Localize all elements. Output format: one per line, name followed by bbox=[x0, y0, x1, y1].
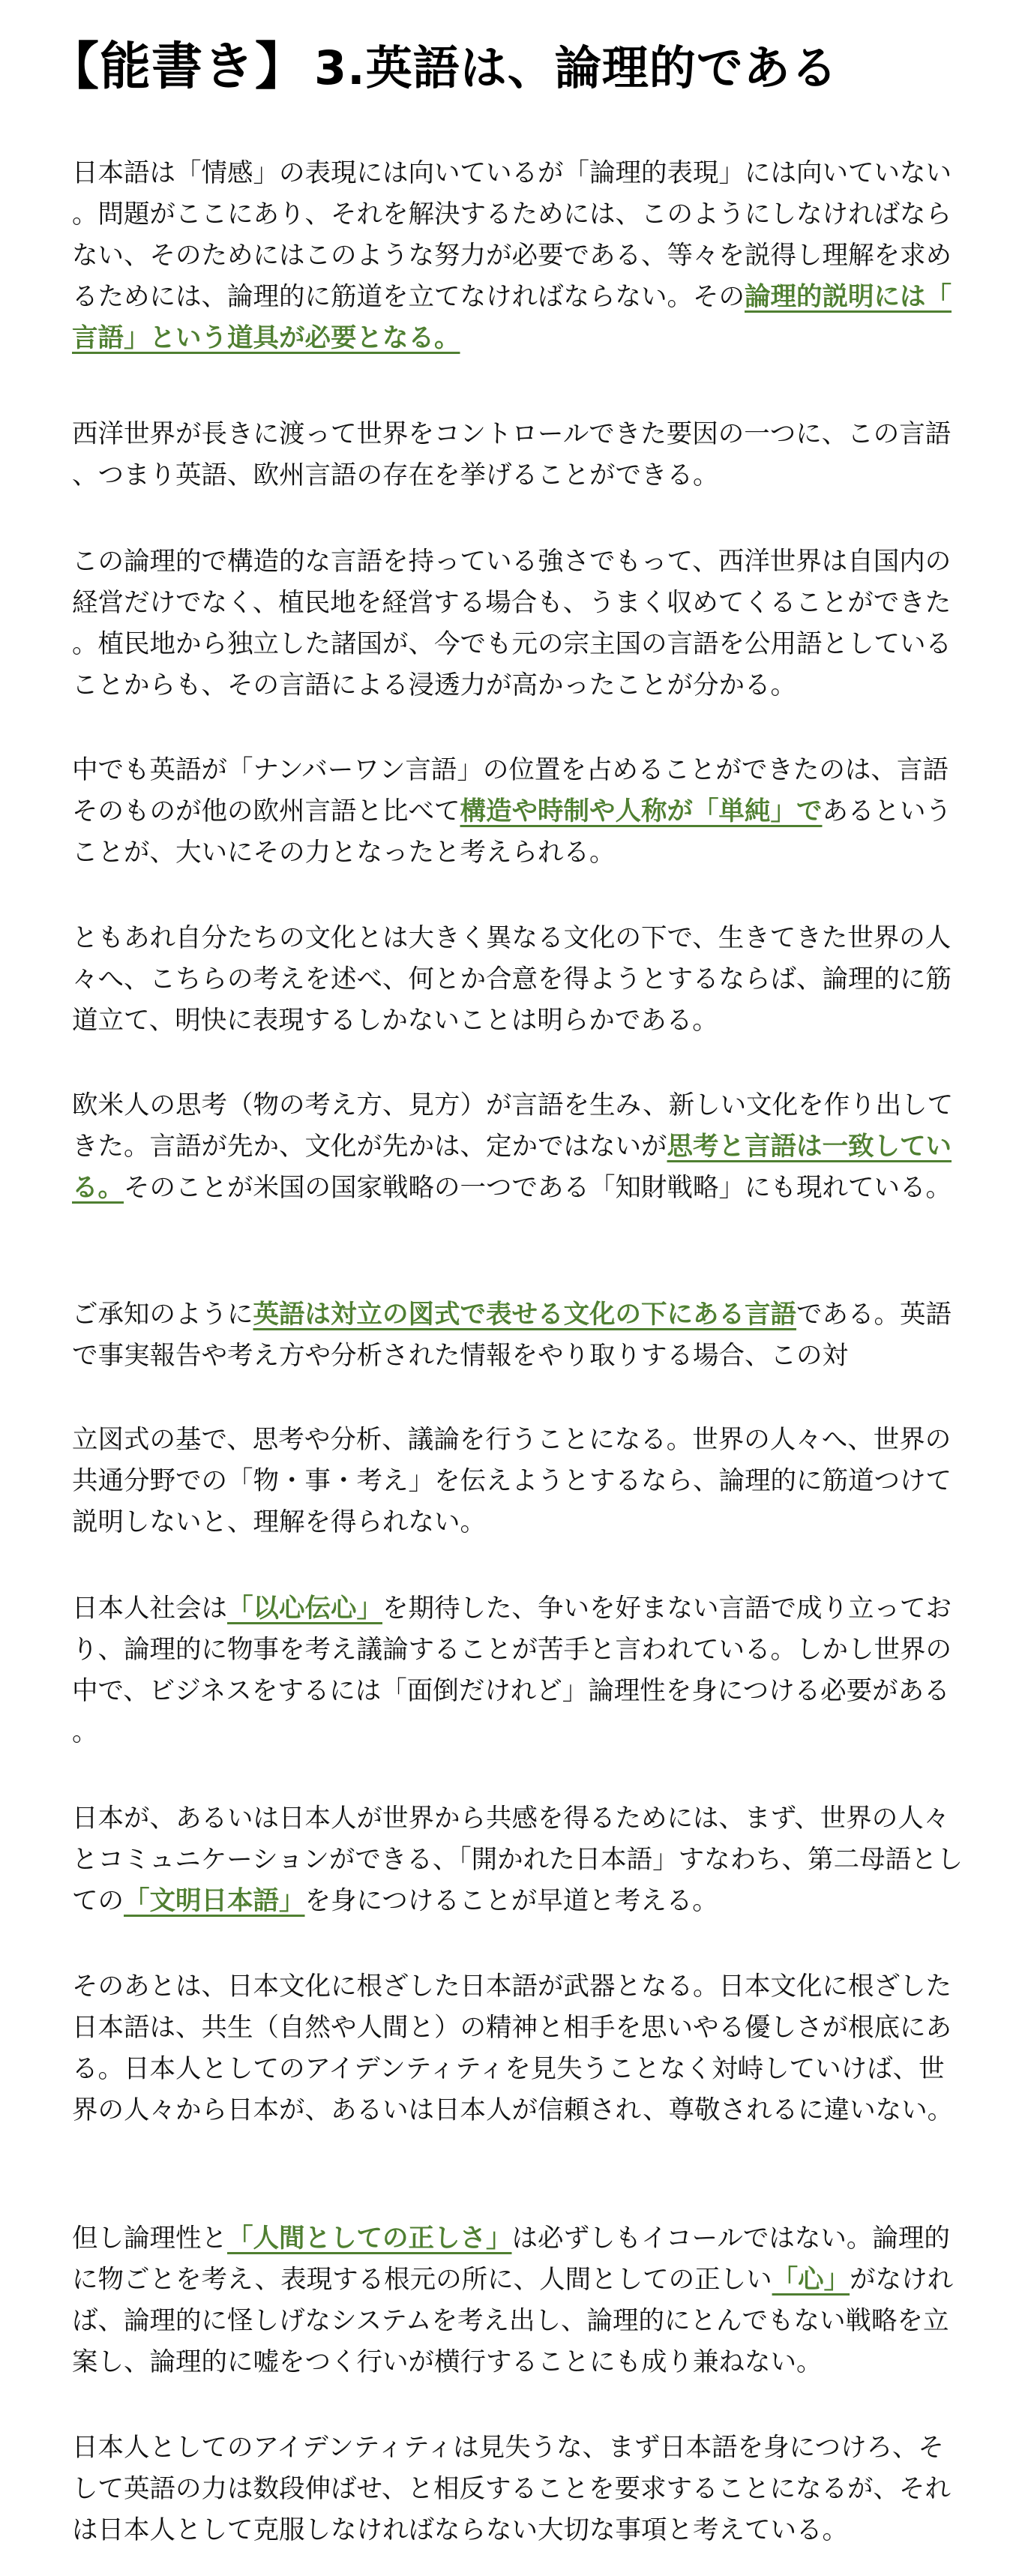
highlight-phrase: 「心」 bbox=[772, 2265, 850, 2295]
paragraph-text: 日本が、あるいは日本人が世界から共感を得るためには、まず、世界の人々とコミュニケーションができる、「開かれた日本語」すなわち、第二母語としての bbox=[72, 1804, 964, 1916]
paragraph-7 bbox=[72, 1294, 964, 1377]
highlight-phrase: 構造や時制や人称が「単純」で bbox=[460, 796, 823, 826]
paragraph-2 bbox=[72, 414, 964, 496]
paragraph-text: を身につけることが早道と考える。 bbox=[304, 1886, 718, 1916]
paragraph-12 bbox=[72, 2218, 964, 2383]
paragraph-10 bbox=[72, 1798, 964, 1922]
highlight-phrase: 「人間としての正しさ」 bbox=[227, 2224, 512, 2254]
paragraph-text: 西洋世界が長きに渡って世界をコントロールできた要因の一つに、この言語、つまり英語、欧州言語の存在を挙げることができる。 bbox=[72, 419, 952, 490]
paragraph-8 bbox=[72, 1420, 964, 1543]
paragraph-text: 日本語は「情感」の表現には向いているが「論理的表現」には向いていない。問題がここにあり、それを解決するためには、このようにしなければならない、そのためにはこのような努力が必要である、等々を説得し理解を求めるためには、論理的に筋道を立てなければならない。その bbox=[72, 158, 952, 312]
paragraph-9 bbox=[72, 1588, 964, 1753]
paragraph-5 bbox=[72, 918, 964, 1042]
highlight-phrase: 「文明日本語」 bbox=[124, 1886, 305, 1916]
paragraph-13 bbox=[72, 2428, 964, 2551]
paragraph-text: そのことが米国の国家戦略の一つである「知財戦略」にも現れている。 bbox=[124, 1173, 952, 1203]
highlight-phrase: 思考と言語は一致している。 bbox=[72, 1132, 952, 1203]
highlight-phrase: 論理的説明には「言語」という道具が必要となる。 bbox=[72, 282, 952, 353]
paragraph-6 bbox=[72, 1085, 964, 1209]
paragraph-3 bbox=[72, 541, 964, 706]
paragraph-text: 日本人社会は bbox=[72, 1594, 227, 1624]
paragraph-text: 欧米人の思考（物の考え方、見方）が言語を生み、新しい文化を作り出してきた。言語が先か、文化が先かは、定かではないが bbox=[72, 1090, 954, 1162]
page-title bbox=[48, 30, 838, 106]
title-text: 3.英語は、論理的である bbox=[314, 40, 838, 95]
highlight-phrase: 「以心伝心」 bbox=[227, 1594, 382, 1624]
paragraph-text: がなければ、論理的に怪しげなシステムを考え出し、論理的にとんでもない戦略を立案し、論理的に嘘をつく行いが横行することにも成り兼ねない。 bbox=[72, 2265, 954, 2377]
paragraph-text: ともあれ自分たちの文化とは大きく異なる文化の下で、生きてきた世界の人々へ、こちらの考えを述べ、何とか合意を得ようとするならば、論理的に筋道立て、明快に表現するしかないことは明らかである。 bbox=[72, 923, 952, 1036]
paragraph-text: この論理的で構造的な言語を持っている強さでもって、西洋世界は自国内の経営だけでなく、植民地を経営する場合も、うまく収めてくることができた。植民地から独立した諸国が、今でも元の宗主国の言語を公用語としていることからも、その言語による浸透力が高かったことが分かる。 bbox=[72, 547, 952, 700]
paragraph-text: あるということが、大いにその力となったと考えられる。 bbox=[72, 796, 952, 868]
paragraph-1 bbox=[72, 153, 964, 359]
paragraph-text: である。英語で事実報告や考え方や分析された情報をやり取りする場合、この対 bbox=[72, 1300, 952, 1371]
title-bracket: 【能書き】 bbox=[48, 37, 307, 97]
highlight-phrase: 英語は対立の図式で表せる文化の下にある言語 bbox=[253, 1300, 796, 1330]
paragraph-text: を期待した、争いを好まない言語で成り立っており、論理的に物事を考え議論することが苦手と言われている。しかし世界の中で、ビジネスをするには「面倒だけれど」論理性を身につける必要がある。 bbox=[72, 1594, 952, 1747]
paragraph-text: 但し論理性と bbox=[72, 2224, 227, 2254]
paragraph-11 bbox=[72, 1966, 964, 2131]
paragraph-text: ご承知のように bbox=[72, 1300, 253, 1330]
paragraph-text: 立図式の基で、思考や分析、議論を行うことになる。世界の人々へ、世界の共通分野での「物・事・考え」を伝えようとするなら、論理的に筋道つけて説明しないと、理解を得られない。 bbox=[72, 1425, 952, 1537]
paragraph-4 bbox=[72, 750, 964, 874]
paragraph-text: 日本人としてのアイデンティティは見失うな、まず日本語を身につけろ、そして英語の力は数段伸ばせ、と相反することを要求することになるが、それは日本人として克服しなければならない大切な事項と考えている。 bbox=[72, 2433, 951, 2545]
paragraph-text: は必ずしもイコールではない。論理的に物ごとを考え、表現する根元の所に、人間としての正しい bbox=[72, 2224, 950, 2295]
paragraph-text: そのあとは、日本文化に根ざした日本語が武器となる。日本文化に根ざした日本語は、共生（自然や人間と）の精神と相手を思いやる優しさが根底にある。日本人としてのアイデンティティを見失うことなく対峙していけば、世界の人々から日本が、あるいは日本人が信頼され、尊敬されるに違いない。 bbox=[72, 1972, 954, 2125]
paragraph-text: 中でも英語が「ナンバーワン言語」の位置を占めることができたのは、言語そのものが他の欧州言語と比べて bbox=[72, 755, 949, 826]
